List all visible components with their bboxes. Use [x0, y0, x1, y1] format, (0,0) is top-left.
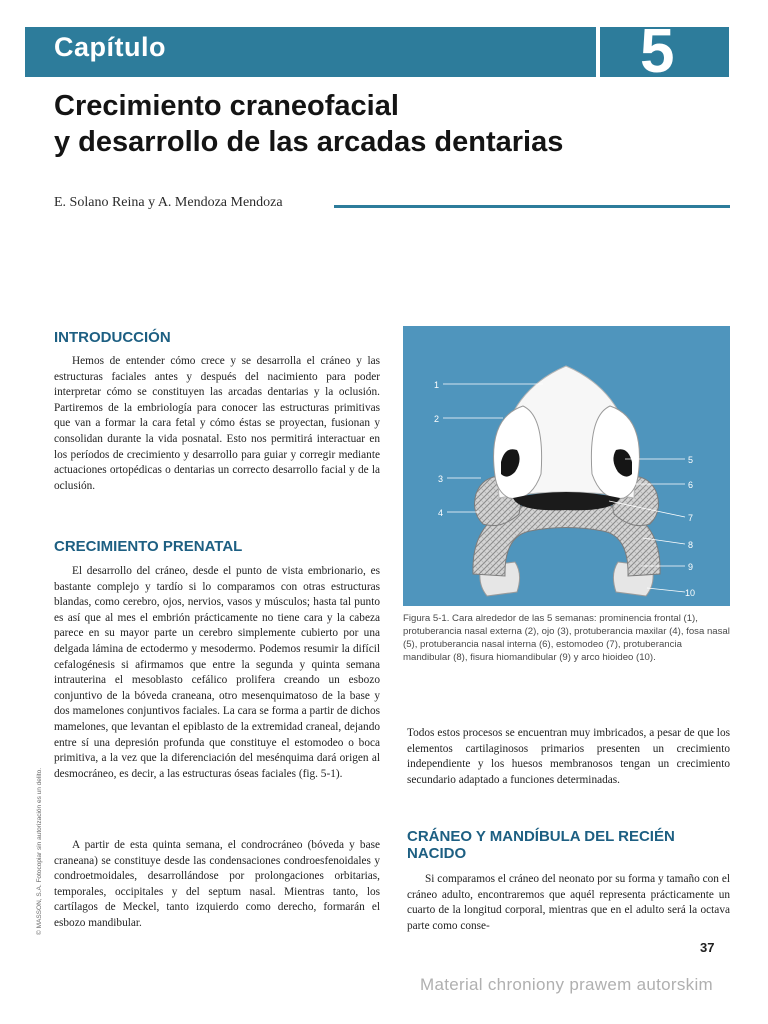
page-number: 37	[700, 940, 715, 955]
figure-label-6: 6	[688, 480, 694, 490]
heading-craneo-mandibula: CRÁNEO Y MANDÍBULA DEL RECIÉN NACIDO	[407, 828, 675, 862]
chapter-title-line-2: y desarrollo de las arcadas dentarias	[54, 126, 564, 158]
paragraph-introduccion: Hemos de entender cómo crece y se desarrolla el cráneo y las estructuras faciales antes y después del nacimiento para poder interpretar cómo se constituyen las arcadas dentarias y la oclusión. Partiremos de la embriología para conocer las estructuras primitivas que van a formar la cara fetal y cómo éstas se proyectan, fusionan y consolidan durante la vida posnatal. Esto nos permitirá interactuar en los períodos de crecimiento y desarrollo para guiar y corregir mediante actuaciones ortopédicas o dentarias un correcto desarrollo facial y de la oclusión.	[54, 355, 380, 492]
chapter-number: 5	[640, 17, 675, 86]
paragraph-continuation: Todos estos procesos se encuentran muy imbricados, a pesar de que los elementos cartilaginosos primarios presenten un crecimiento independiente y los huesos membranosos tengan un crecimiento secundario adaptado a funciones determinadas.	[407, 727, 730, 786]
chapter-title	[54, 88, 563, 160]
figure-label-9: 9	[688, 562, 694, 572]
figure-5-1	[403, 326, 730, 606]
chapter-title-line-1: Crecimiento craneofacial	[54, 90, 399, 122]
stomodeum	[513, 492, 620, 510]
copyright-side-note: © MASSON, S.A. Fotocopiar sin autorización es un delito.	[36, 767, 43, 935]
figure-label-7: 7	[688, 513, 694, 523]
author-rule	[334, 205, 730, 208]
fetal-face-illustration	[403, 326, 730, 606]
heading-crecimiento-prenatal: CRECIMIENTO PRENATAL	[54, 538, 243, 555]
leader-10	[647, 588, 685, 592]
figure-label-3: 3	[438, 474, 444, 484]
authors: E. Solano Reina y A. Mendoza Mendoza	[54, 195, 283, 210]
figure-label-8: 8	[688, 540, 694, 550]
chapter-label: Capítulo	[54, 32, 166, 62]
heading-introduccion: INTRODUCCIÓN	[54, 329, 171, 346]
figure-label-10: 10	[685, 588, 696, 598]
figure-caption: Figura 5-1. Cara alrededor de las 5 semanas: prominencia frontal (1), protuberancia nasal externa (2), ojo (3), protuberancia maxilar (4), fosa nasal (5), protuberancia nasal interna (6), estomodeo (7), protuberancia mandibular (8), fisura hiomandibular (9) y arco hioideo (10).	[403, 613, 730, 663]
watermark: Material chroniony prawem autorskim	[420, 975, 713, 994]
paragraph-craneo: Si comparamos el cráneo del neonato por su forma y tamaño con el cráneo adulto, encontraremos que aquél representa prácticamente un cuarto de la longitud corporal, mientras que en el adulto será la octava parte como conse-	[407, 873, 730, 932]
banner-divider	[596, 27, 600, 77]
paragraph-prenatal-2: A partir de esta quinta semana, el condrocráneo (bóveda y base craneana) se constituye desde las condensaciones condroesfenoidales y condroetmoidales, desarrollándose por prolongaciones orbitarias, temporales, occipitales y del septum nasal. Mientras tanto, los cartílagos de Meckel, tanto izquierdo como derecho, formarán el esbozo mandibular.	[54, 839, 380, 929]
figure-label-1: 1	[434, 380, 440, 390]
paragraph-prenatal-1: El desarrollo del cráneo, desde el punto de vista embrionario, es bastante complejo y tardío si lo comparamos con otras estructuras blandas, como cerebro, ojos, nervios, vasos y músculos; hasta tal punto es así que al mes el embrión prácticamente no tiene cara y la cabeza parece en su mayor parte un cerebro simplemente cubierto por una delgada lámina de ectodermo y mesodermo. Podemos resumir la difícil cefalogénesis si afirmamos que entre la segunda y quinta semana intrauterina el mesoblasto cefálico prolifera creando un esbozo conjuntivo de la bóveda craneana, otro mesenquimatoso de la base y dos mamelones conjuntivos faciales. La cara se forma a partir de dichos mamelones, que levantan el epiblasto de la extremidad craneal, dejando entre sí una depresión profunda que constituye el estomodeo o boca primitiva, a la vez que la diferenciación del mesénquima dará origen al desmocráneo, es decir, a las estructuras óseas faciales (fig. 5-1).	[54, 565, 380, 780]
figure-label-2: 2	[434, 414, 440, 424]
figure-label-4: 4	[438, 508, 444, 518]
figure-label-5: 5	[688, 455, 694, 465]
